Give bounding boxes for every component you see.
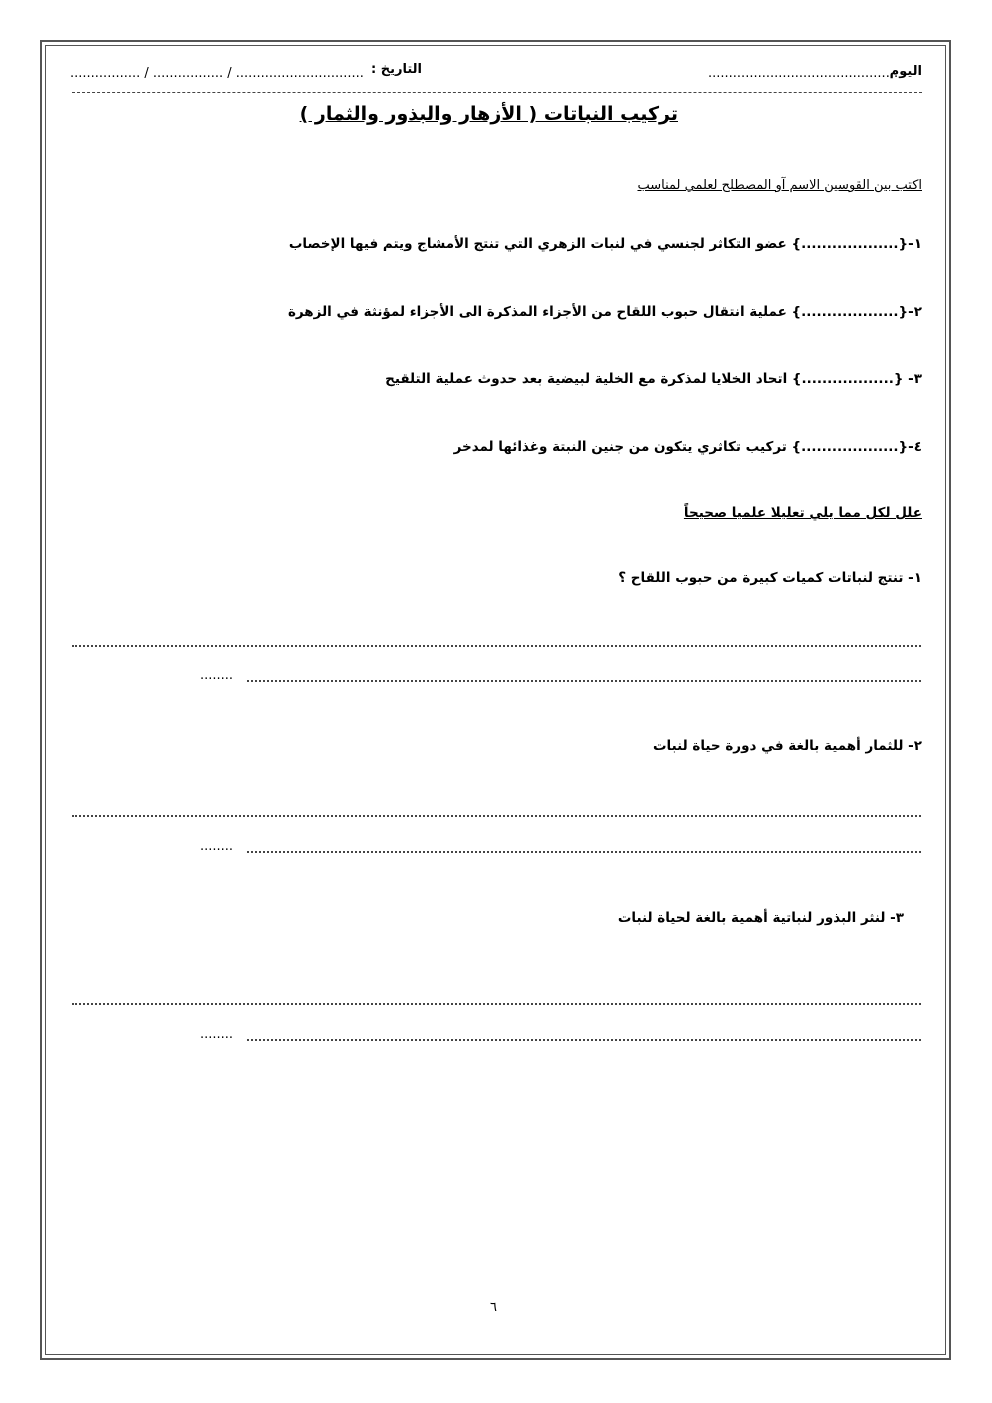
answer-line[interactable] [247, 1039, 921, 1041]
explain-question-2: ٢- للثمار أهمية بالغة في دورة حياة لنبات [652, 738, 922, 754]
answer-line[interactable] [247, 851, 921, 853]
page-title: تركيب النباتات ( الأزهار والبذور والثمار ) [299, 103, 678, 125]
question-1: ١-{...................} عضو التكاثر لجنسي في لنبات الزهري التي تنتج الأمشاج ويتم فيها الإخصاب [288, 236, 922, 252]
header-separator [72, 92, 922, 93]
section2-instruction: علل لكل مما يلي تعليلا علميا صحيحاً [683, 505, 922, 521]
day-field[interactable]: .............................................. [708, 66, 899, 81]
date-label: التاريخ : [371, 62, 422, 77]
answer-line[interactable] [72, 1003, 921, 1005]
question-2: ٢-{...................} عملية انتقال حبوب اللقاح من الأجزاء المذكرة الى الأجزاء لمؤنثة في الزهرة [287, 304, 922, 320]
answer-line-end: ........ [200, 1027, 234, 1042]
question-3: ٣- {..................} اتحاد الخلايا لمذكرة مع الخلية لبيضية بعد حدوث عملية التلقيح [385, 371, 922, 387]
section1-instruction: اكتب بين القوسين الاسم آو المصطلح لعلمي لمناسب [637, 178, 922, 193]
question-4: ٤-{...................} تركيب تكاثري يتكون من جنين النبتة وغذائها لمدخر [453, 439, 922, 455]
answer-line[interactable] [72, 645, 921, 647]
date-field[interactable]: ................. / ................. / ............................... [70, 66, 364, 81]
explain-question-3: ٣- لنثر البذور لنباتية أهمية بالغة لحياة لنبات [617, 910, 904, 926]
answer-line[interactable] [72, 815, 921, 817]
answer-line[interactable] [247, 680, 921, 682]
answer-line-end: ........ [200, 668, 234, 683]
page-number: ٦ [490, 1300, 497, 1315]
day-label: اليوم [889, 64, 922, 79]
answer-line-end: ........ [200, 839, 234, 854]
explain-question-1: ١- تنتج لنباتات كميات كبيرة من حبوب اللقاح ؟ [618, 570, 922, 586]
